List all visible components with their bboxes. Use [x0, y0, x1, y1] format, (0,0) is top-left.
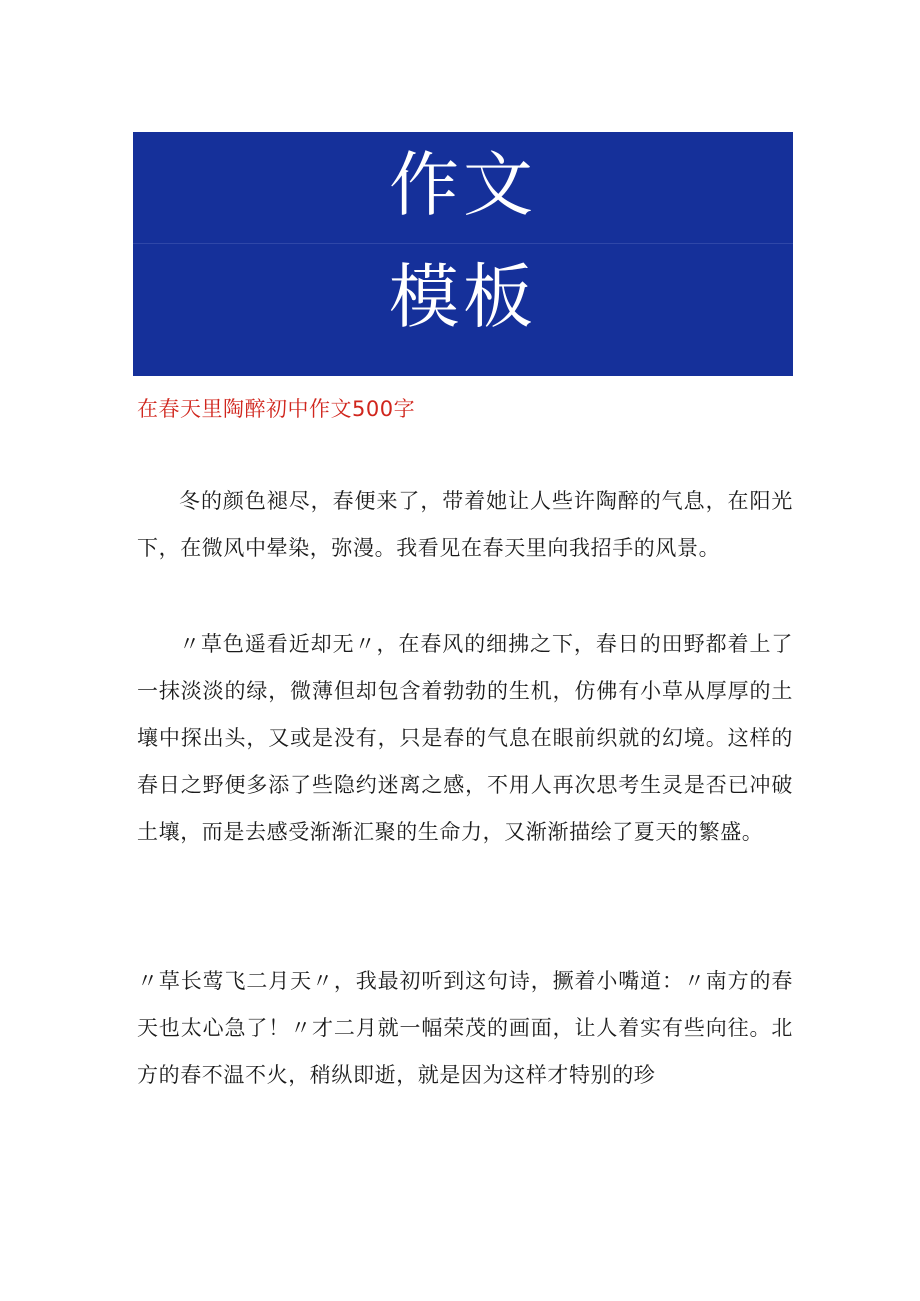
paragraph-1: 冬的颜色褪尽，春便来了，带着她让人些许陶醉的气息，在阳光下，在微风中晕染，弥漫。我看见在春天里向我招手的风景。 — [137, 489, 793, 560]
paragraph-2: 〃草色遥看近却无〃，在春风的细拂之下，春日的田野都着上了一抹淡淡的绿，微薄但却包含着勃勃的生机，仿佛有小草从厚厚的土壤中探出头，又或是没有，只是春的气息在眼前织就的幻境。这样的春日之野便多添了些隐约迷离之感，不用人再次思考生灵是否已冲破土壤，而是去感受渐渐汇聚的生命力，又渐渐描绘了夏天的繁盛。 — [137, 632, 793, 844]
title-banner — [133, 132, 793, 376]
banner-title-line-2: 模板 — [389, 256, 537, 338]
banner-divider — [133, 243, 793, 244]
essay-title: 在春天里陶醉初中作文500字 — [137, 397, 416, 421]
paragraph-3: 〃草长莺飞二月天〃，我最初听到这句诗，撅着小嘴道：〃南方的春天也太心急了！〃才二月就一幅荣茂的画面，让人着实有些向往。北方的春不温不火，稍纵即逝，就是因为这样才特别的珍 — [137, 969, 793, 1087]
banner-title-line-1: 作文 — [389, 144, 537, 226]
